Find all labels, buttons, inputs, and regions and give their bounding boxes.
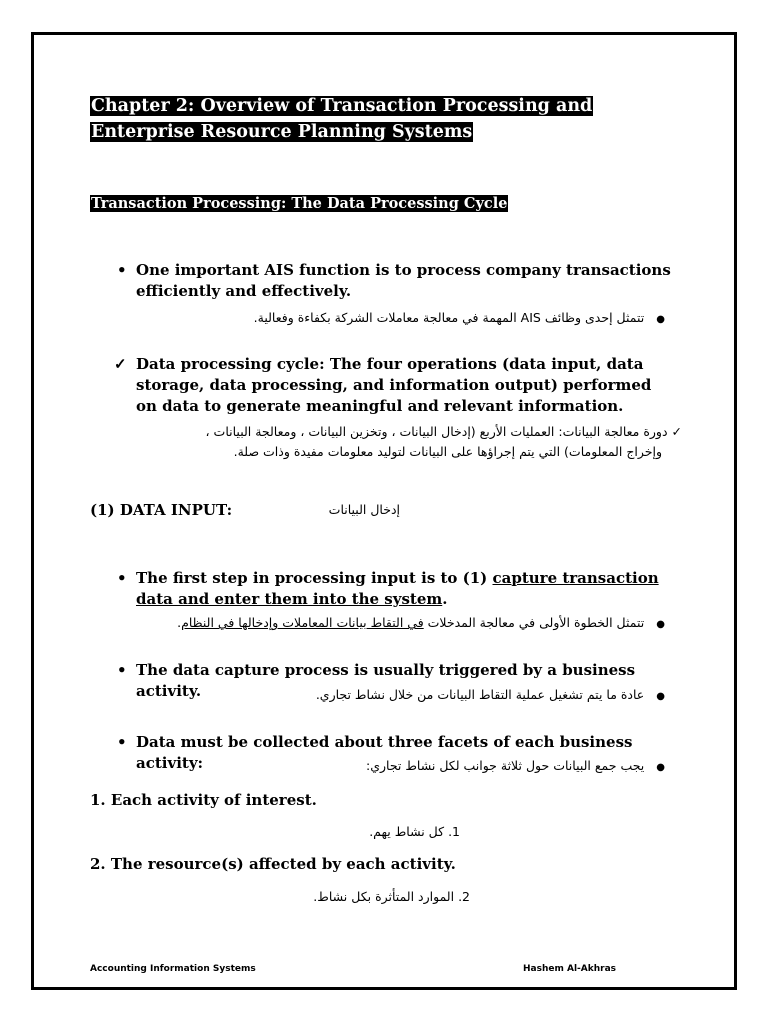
bullet-2-ar: ●تتمثل الخطوة الأولى في معالجة المدخلات في التقاط بيانات المعاملات وإدخالها في النظام. xyxy=(110,613,665,635)
section-title-text: Transaction Processing: The Data Processing Cycle xyxy=(91,195,508,212)
bullet-4-en: • Data must be collected about three facets of each business activity: xyxy=(117,733,633,772)
bullet-1-en: • One important AIS function is to process company transactions efficiently and effectively. xyxy=(117,261,671,300)
bullet-icon: • xyxy=(117,733,127,751)
bullet-1-ar: ●تتمثل إحدى وظائف AIS المهمة في معالجة معاملات الشركة بكفاءة وفعالية. xyxy=(150,308,665,330)
item-2-ar: 2. الموارد المتأثرة بكل نشاط. xyxy=(313,889,470,904)
checkmark-icon: ✓ xyxy=(671,424,682,439)
data-input-heading-ar: إدخال البيانات xyxy=(328,502,400,517)
footer-course: Accounting Information Systems xyxy=(90,964,256,974)
chapter-title-text: Chapter 2: Overview of Transaction Processing and Enterprise Resource Planning Systems xyxy=(91,96,593,142)
bullet-icon: ● xyxy=(656,314,665,325)
bullet-icon: • xyxy=(117,661,127,679)
check-1-en: ✓ Data processing cycle: The four operations (data input, data storage, data processing, and information output) performed on data to generate meaningful and relevant information. xyxy=(114,355,652,415)
item-1-ar: 1. كل نشاط يهم. xyxy=(369,824,460,839)
bullet-icon: • xyxy=(117,569,127,587)
bullet-icon: ● xyxy=(656,619,665,630)
check-1-ar-line-1: ✓ دورة معالجة البيانات: العمليات الأربع (إدخال البيانات ، وتخزين البيانات ، ومعالجة البيانات ، xyxy=(205,424,682,439)
checkmark-icon: ✓ xyxy=(114,355,127,373)
check-1-ar-line-2: وإخراج المعلومات) التي يتم إجراؤها على البيانات لتوليد معلومات مفيدة وذات صلة. xyxy=(233,444,662,459)
bullet-2-en: • The first step in processing input is to (1) capture transaction data and enter them into the system. xyxy=(117,569,659,608)
chapter-title xyxy=(90,93,690,145)
footer-author: Hashem Al-Akhras xyxy=(523,964,616,974)
bullet-3-ar: ●عادة ما يتم تشغيل عملية التقاط البيانات من خلال نشاط تجاري. xyxy=(200,685,665,707)
bullet-3-en: • The data capture process is usually triggered by a business activity. xyxy=(117,661,636,700)
bullet-icon: • xyxy=(117,261,127,279)
section-title xyxy=(90,193,508,214)
bullet-4-ar: ●يجب جمع البيانات حول ثلاثة جوانب لكل نشاط تجاري: xyxy=(250,756,665,778)
data-input-heading: (1) DATA INPUT: xyxy=(90,501,233,519)
bullet-icon: ● xyxy=(656,691,665,702)
bullet-icon: ● xyxy=(656,762,665,773)
item-2-en: 2. The resource(s) affected by each activity. xyxy=(90,855,456,873)
item-1-en: 1. Each activity of interest. xyxy=(90,791,317,809)
